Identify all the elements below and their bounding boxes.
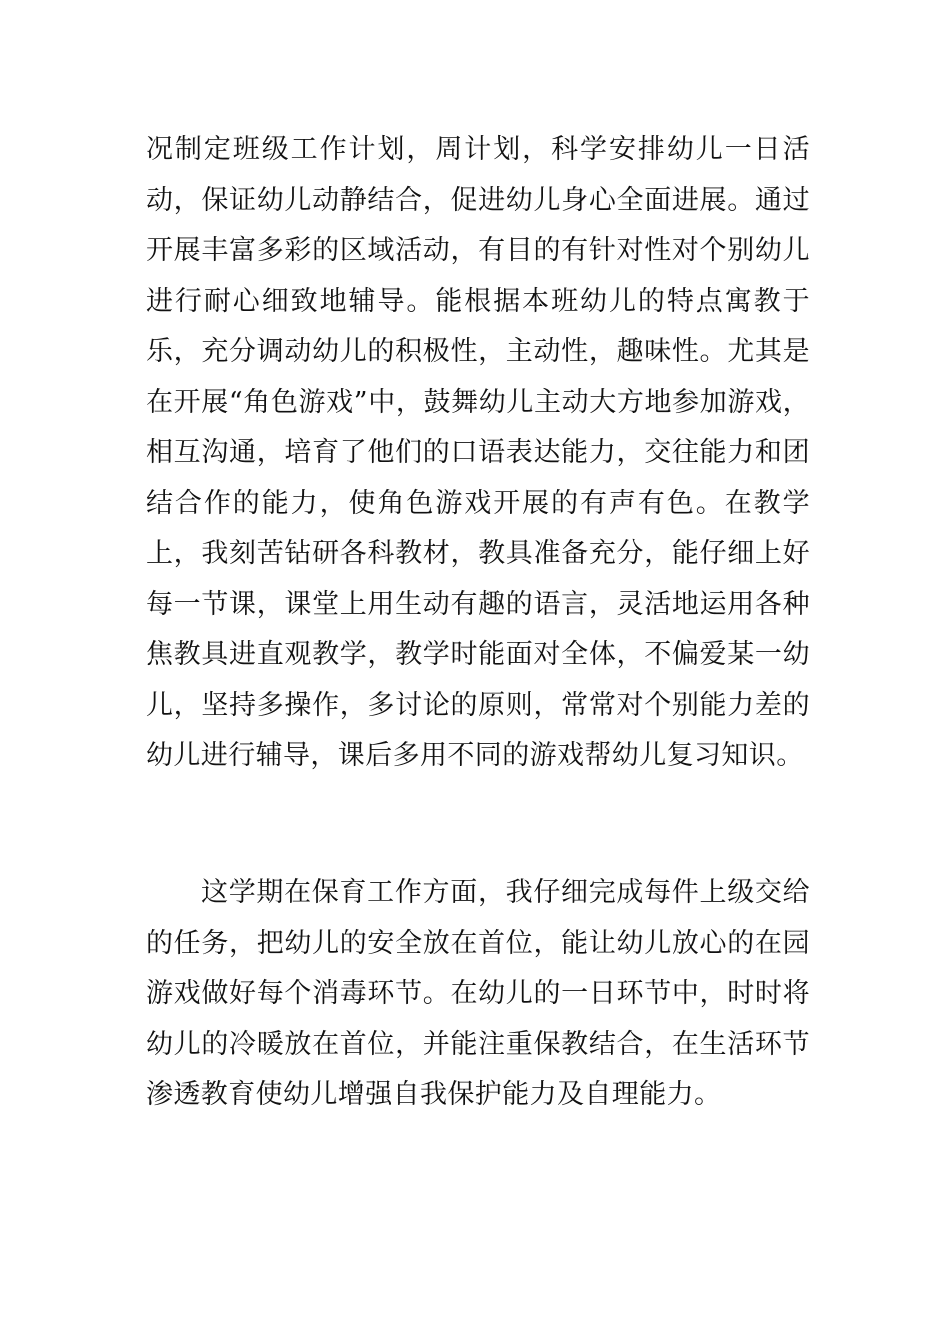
body-paragraph-continued: 况制定班级工作计划，周计划，科学安排幼儿一日活动，保证幼儿动静结合，促进幼儿身心全面进展。通过开展丰富多彩的区域活动，有目的有针对性对个别幼儿进行耐心细致地辅导。能根据本班幼儿的特点寓教于乐，充分调动幼儿的积极性，主动性，趣味性。尤其是在开展“角色游戏”中，鼓舞幼儿主动大方地参加游戏，相互沟通，培育了他们的口语表达能力，交往能力和团结合作的能力，使角色游戏开展的有声有色。在教学上，我刻苦钻研各科教材，教具准备充分，能仔细上好每一节课，课堂上用生动有趣的语言，灵活地运用各种焦教具进直观教学，教学时能面对全体，不偏爱某一幼儿，坚持多操作，多讨论的原则，常常对个别能力差的幼儿进行辅导，课后多用不同的游戏帮幼儿复习知识。 (146, 134, 810, 771)
body-paragraph-childcare: 这学期在保育工作方面，我仔细完成每件上级交给的任务，把幼儿的安全放在首位，能让幼儿放心的在园游戏做好每个消毒环节。在幼儿的一日环节中，时时将幼儿的冷暖放在首位，并能注重保教结合，在生活环节渗透教育使幼儿增强自我保护能力及自理能力。 (146, 877, 810, 1110)
